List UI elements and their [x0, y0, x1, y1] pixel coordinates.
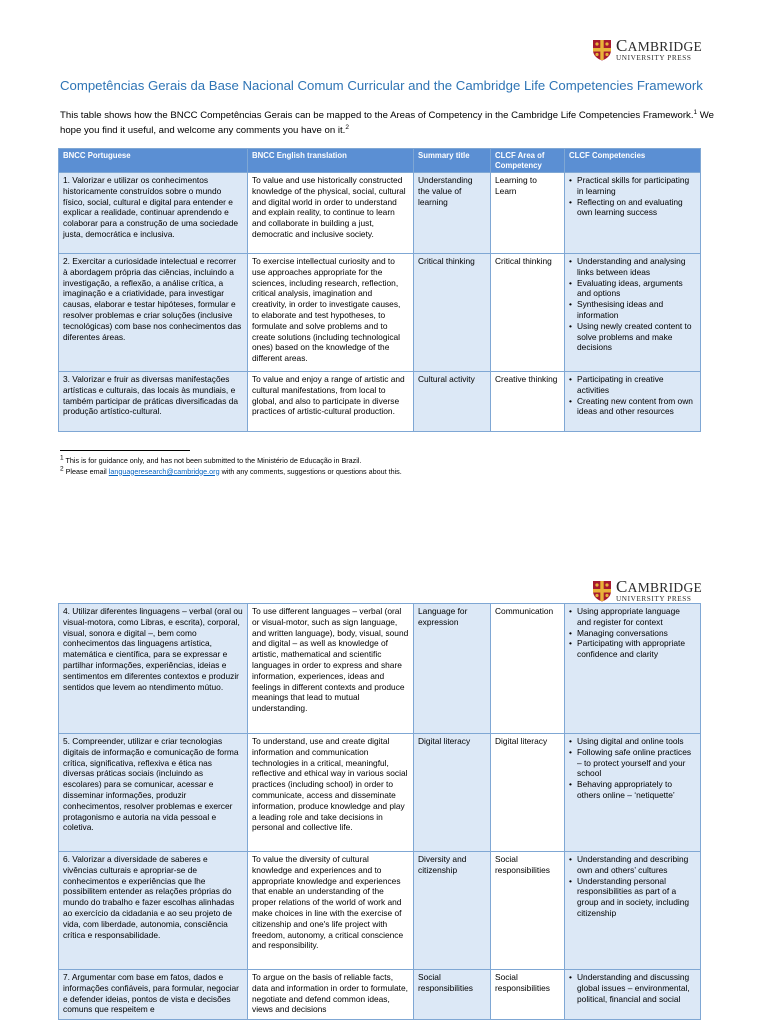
- footnote-ref-2[interactable]: 2: [345, 123, 349, 131]
- logo-press: UNIVERSITY PRESS: [616, 595, 692, 603]
- list-item: • Practical skills for participating in learning: [569, 175, 696, 197]
- cell-pt: 6. Valorizar a diversidade de saberes e vivências culturais e apropriar-se de conhecimentos e experiências que lhe possibilitem entender as relações próprias do mundo do trabalho e fazer escolhas alinhadas ao exercício da cidadania e ao seu projeto de vida, com liberdade, autonomia, consciência crítica e responsabilidade.: [59, 852, 248, 970]
- intro-text-1: This table shows how the BNCC Competências Gerais can be mapped to the Areas of Competency in the Cambridge Life Competencies Framework.: [60, 110, 694, 121]
- footnote-1-text: This is for guidance only, and has not been submitted to the Ministério de Educação in Brazil.: [63, 456, 362, 465]
- cell-pt: 7. Argumentar com base em fatos, dados e informações confiáveis, para formular, negociar e defender ideias, pontos de vista e decisões comuns que respeitem e: [59, 970, 248, 1020]
- competencies-table: [58, 148, 701, 432]
- list-item: • Participating in creative activities: [569, 374, 696, 396]
- cell-en: To value and enjoy a range of artistic and cultural manifestations, from local to global, and also to participate in diverse practices of artistic-cultural production.: [248, 372, 414, 432]
- list-item: • Managing conversations: [569, 628, 696, 639]
- footnote-1: [60, 456, 720, 467]
- cell-competencies: [565, 372, 701, 432]
- header-bncc-english: BNCC English translation: [248, 149, 414, 173]
- footnote-separator: [60, 450, 190, 451]
- cambridge-logo-page-2: [592, 578, 702, 603]
- list-item: • Participating with appropriate confidence and clarity: [569, 638, 696, 660]
- table-row: [59, 254, 701, 372]
- list-item: • Understanding and analysing links between ideas: [569, 256, 696, 278]
- intro-text-2: We hope you find it useful, and welcome any comments you have on it.: [60, 110, 715, 136]
- table-row: [59, 604, 701, 734]
- list-item: • Reflecting on and evaluating own learning success: [569, 197, 696, 219]
- table-row: [59, 372, 701, 432]
- footnotes: [60, 456, 720, 477]
- cell-area: Creative thinking: [491, 372, 565, 432]
- cell-summary: Social responsibilities: [414, 970, 491, 1020]
- cambridge-logo: [592, 37, 702, 62]
- cell-competencies: [565, 254, 701, 372]
- list-item: • Synthesising ideas and information: [569, 299, 696, 321]
- cell-area: Social responsibilities: [491, 852, 565, 970]
- cell-area: Critical thinking: [491, 254, 565, 372]
- cell-area: Communication: [491, 604, 565, 734]
- list-item: • Evaluating ideas, arguments and options: [569, 278, 696, 300]
- cell-competencies: [565, 734, 701, 852]
- list-item: • Following safe online practices – to protect yourself and your school: [569, 747, 696, 779]
- intro-paragraph: [60, 108, 720, 138]
- cell-competencies: [565, 173, 701, 254]
- cell-pt: 5. Compreender, utilizar e criar tecnologias digitais de informação e comunicação de forma crítica, significativa, reflexiva e ética nas diversas práticas sociais (incluindo as escolares) para se comunicar, acessar e disseminar informações, produzir conhecimentos, resolver problemas e exercer protagonismo e autoria na vida pessoal e coletiva.: [59, 734, 248, 852]
- list-item: • Using newly created content to solve problems and make decisions: [569, 321, 696, 353]
- list-item: • Using digital and online tools: [569, 736, 696, 747]
- cell-en: To value and use historically constructed knowledge of the physical, social, cultural and digital world in order to understand and explain reality, to continue to learn and collaborate in building a just, democratic and inclusive society.: [248, 173, 414, 254]
- cell-competencies: [565, 970, 701, 1020]
- footnote-2-text: Please email: [63, 466, 109, 476]
- email-link[interactable]: languageresearch@cambridge.org: [108, 466, 220, 476]
- cell-summary: Cultural activity: [414, 372, 491, 432]
- cell-summary: Understanding the value of learning: [414, 173, 491, 254]
- cell-pt: 4. Utilizar diferentes linguagens – verbal (oral ou visual-motora, como Libras, e escrita), corporal, visual, sonora e digital –, bem como conhecimentos das linguagens artística, matemática e científica, para se expressar e partilhar informações, experiências, ideias e sentimentos em diferentes contextos e produzir sentidos que levem ao ntendimento mútuo.: [59, 604, 248, 734]
- cell-area: Learning to Learn: [491, 173, 565, 254]
- table-row: [59, 173, 701, 254]
- logo-name: AMBRIDGE: [627, 39, 703, 54]
- footnote-2: [60, 467, 720, 478]
- cell-summary: Diversity and citizenship: [414, 852, 491, 970]
- header-clcf-area: CLCF Area of Competency: [491, 149, 565, 173]
- logo-initial: C: [616, 577, 628, 596]
- cell-competencies: [565, 604, 701, 734]
- list-item: • Understanding and describing own and others’ cultures: [569, 854, 696, 876]
- footnote-2-number: 2: [60, 465, 64, 473]
- cell-pt: 1. Valorizar e utilizar os conhecimentos historicamente construídos sobre o mundo físico, social, cultural e digital para entender e explicar a realidade, continuar aprendendo e colaborar para a construção de uma sociedade justa, democrática e inclusiva.: [59, 173, 248, 254]
- cell-area: Digital literacy: [491, 734, 565, 852]
- cell-summary: Language for expression: [414, 604, 491, 734]
- footnote-2-text-end: with any comments, suggestions or questions about this.: [219, 466, 402, 476]
- document-title: Competências Gerais da Base Nacional Comum Curricular and the Cambridge Life Competencies Framework: [60, 78, 703, 93]
- list-item: • Understanding and discussing global issues – environmental, political, financial and social: [569, 972, 696, 1004]
- list-item: • Understanding personal responsibilities as part of a group and in society, including citizenship: [569, 876, 696, 919]
- table-row: [59, 970, 701, 1020]
- competencies-table-continued: [58, 603, 701, 1020]
- cell-pt: 2. Exercitar a curiosidade intelectual e recorrer à abordagem própria das ciências, incluindo a investigação, a reflexão, a análise crítica, a imaginação e a criatividade, para investigar causas, elaborar e testar hipóteses, formular e resolver problemas e criar soluções (inclusive tecnológicas) com base nos conhecimentos das diferentes áreas.: [59, 254, 248, 372]
- cell-summary: Critical thinking: [414, 254, 491, 372]
- cell-en: To use different languages – verbal (oral or visual-motor, such as sign language, and written language), body, visual, sound and digital – as well as knowledge of artistic, mathematical and scientific languages in order to express and share information, experiences, ideas and feelings in different contexts and produce meanings that lead to mutual understanding.: [248, 604, 414, 734]
- cell-en: To understand, use and create digital information and communication technologies in a critical, meaningful, reflective and ethical way in various social practices (including school) in order to communicate, access and disseminate information, produce knowledge and play a leading role and take decisions in personal and collective life.: [248, 734, 414, 852]
- cell-en: To value the diversity of cultural knowledge and experiences and to appropriate knowledge and experiences that enable an understanding of the proper relations of the world of work and make choices in line with the exercise of citizenship and one's life project with freedom, autonomy, a critical conscience and responsibility.: [248, 852, 414, 970]
- cell-pt: 3. Valorizar e fruir as diversas manifestações artísticas e culturais, das locais às mundiais, e também participar de práticas diversificadas da produção artístico-cultural.: [59, 372, 248, 432]
- header-summary-title: Summary title: [414, 149, 491, 173]
- cell-en: To exercise intellectual curiosity and to use approaches appropriate for the sciences, including research, reflection, critical analysis, imagination and creativity, in order to investigate causes, to elaborate and test hypotheses, to formulate and solve problems and to create solutions (including technological ones) based on the knowledge of the different areas.: [248, 254, 414, 372]
- footnote-ref-1[interactable]: 1: [693, 108, 698, 116]
- footnote-1-number: 1: [60, 454, 64, 462]
- table-row: [59, 852, 701, 970]
- cell-area: Social responsibilities: [491, 970, 565, 1020]
- table-row: [59, 734, 701, 852]
- logo-initial: C: [616, 36, 628, 55]
- logo-name: AMBRIDGE: [627, 580, 703, 595]
- cambridge-shield-icon: [592, 39, 612, 61]
- list-item: • Behaving appropriately to others online – ‘netiquette’: [569, 779, 696, 801]
- cell-summary: Digital literacy: [414, 734, 491, 852]
- cell-competencies: [565, 852, 701, 970]
- list-item: • Creating new content from own ideas and other resources: [569, 396, 696, 418]
- table-header-row: [59, 149, 701, 173]
- logo-press: UNIVERSITY PRESS: [616, 54, 692, 62]
- list-item: • Using appropriate language and register for context: [569, 606, 696, 628]
- cambridge-shield-icon: [592, 580, 612, 602]
- header-clcf-competencies: CLCF Competencies: [565, 149, 701, 173]
- cell-en: To argue on the basis of reliable facts, data and information in order to formulate, negotiate and defend common ideas, views and decisions: [248, 970, 414, 1020]
- header-bncc-portuguese: BNCC Portuguese: [59, 149, 248, 173]
